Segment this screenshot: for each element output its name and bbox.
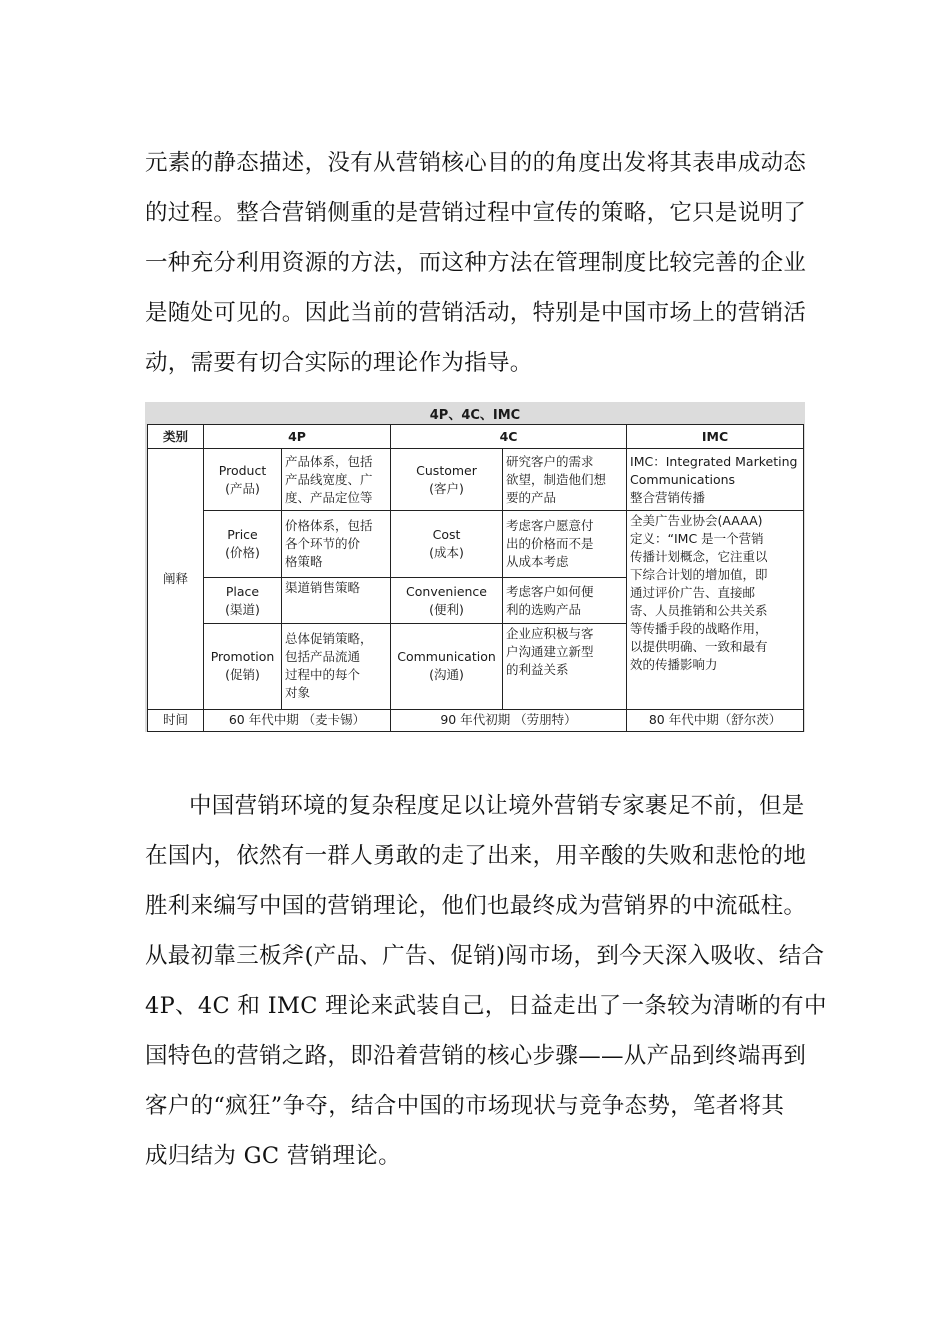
p-term-cell: Promotion (促销) xyxy=(204,623,282,709)
row-label-explanation: 阐释 xyxy=(148,449,204,710)
text-line: 胜利来编写中国的营销理论，他们也最终成为营销界的中流砥柱。 xyxy=(145,893,807,919)
header-category: 类别 xyxy=(148,425,204,449)
text-line: 动，需要有切合实际的理论作为指导。 xyxy=(145,350,533,376)
comparison-table-figure xyxy=(145,402,805,732)
text-line: 从最初靠三板斧(产品、广告、促销)闯市场，到今天深入吸收、结合 xyxy=(145,943,825,969)
c-term-cell: Communication (沟通) xyxy=(391,623,503,709)
table-title: 4P、4C、IMC xyxy=(429,408,521,423)
paragraph-intro xyxy=(145,138,810,388)
text-line: 中国营销环境的复杂程度足以让境外营销专家裹足不前，但是 xyxy=(189,793,805,819)
c-term-cell: Convenience (便利) xyxy=(391,578,503,623)
header-4c: 4C xyxy=(391,425,627,449)
text-line: 的过程。整合营销侧重的是营销过程中宣传的策略，它只是说明了 xyxy=(145,200,807,226)
p-desc-cell: 渠道销售策略 xyxy=(282,578,391,623)
p-term-cell: Product (产品) xyxy=(204,449,282,511)
header-row xyxy=(148,425,804,449)
header-4p: 4P xyxy=(204,425,391,449)
table-row xyxy=(148,449,804,511)
time-imc: 80 年代中期（舒尔茨） xyxy=(627,709,804,731)
p-term-cell: Place (渠道) xyxy=(204,578,282,623)
time-row xyxy=(148,709,804,731)
table-row xyxy=(148,511,804,578)
c-term-cell: Cost (成本) xyxy=(391,511,503,578)
imc-description-cell: 全美广告业协会(AAAA) 定义：“IMC 是一个营销 传播计划概念，它注重以 下综合计划的增加值，即 通过评价广告、直接邮 寄、人员推销和公共关系 等传播手段的战略作用， 以提供明确、一致和最有 效的传播影响力 xyxy=(627,511,804,710)
imc-definition-cell: IMC：Integrated Marketing Communications 整合营销传播 xyxy=(627,449,804,511)
p-desc-cell: 总体促销策略， 包括产品流通 过程中的每个 对象 xyxy=(282,623,391,709)
comparison-table xyxy=(147,424,804,732)
c-desc-cell: 考虑客户愿意付 出的价格而不是 从成本考虑 xyxy=(503,511,627,578)
paragraph-gc-theory xyxy=(145,781,827,1181)
p-desc-cell: 产品体系，包括 产品线宽度、广 度、产品定位等 xyxy=(282,449,391,511)
c-term-cell: Customer (客户) xyxy=(391,449,503,511)
text-line: 是随处可见的。因此当前的营销活动，特别是中国市场上的营销活 xyxy=(145,300,807,326)
text-line: 在国内，依然有一群人勇敢的走了出来，用辛酸的失败和悲怆的地 xyxy=(145,843,807,869)
text-line: 4P、4C 和 IMC 理论来武装自己，日益走出了一条较为清晰的有中 xyxy=(145,993,827,1019)
time-label: 时间 xyxy=(148,709,204,731)
p-term-cell: Price (价格) xyxy=(204,511,282,578)
text-line: 成归结为 GC 营销理论。 xyxy=(145,1143,401,1169)
p-desc-cell: 价格体系，包括 各个环节的价 格策略 xyxy=(282,511,391,578)
c-desc-cell: 企业应积极与客 户沟通建立新型 的利益关系 xyxy=(503,623,627,709)
c-desc-cell: 考虑客户如何便 利的选购产品 xyxy=(503,578,627,623)
text-line: 国特色的营销之路，即沿着营销的核心步骤——从产品到终端再到 xyxy=(145,1043,807,1069)
c-desc-cell: 研究客户的需求 欲望，制造他们想 要的产品 xyxy=(503,449,627,511)
header-imc: IMC xyxy=(627,425,804,449)
text-line: 元素的静态描述，没有从营销核心目的的角度出发将其表串成动态 xyxy=(145,150,807,176)
text-line: 一种充分利用资源的方法，而这种方法在管理制度比较完善的企业 xyxy=(145,250,807,276)
time-4p: 60 年代中期 （麦卡锡） xyxy=(204,709,391,731)
time-4c: 90 年代初期 （劳朋特） xyxy=(391,709,627,731)
text-line: 客户的“疯狂”争夺，结合中国的市场现状与竞争态势，笔者将其 xyxy=(145,1093,785,1119)
